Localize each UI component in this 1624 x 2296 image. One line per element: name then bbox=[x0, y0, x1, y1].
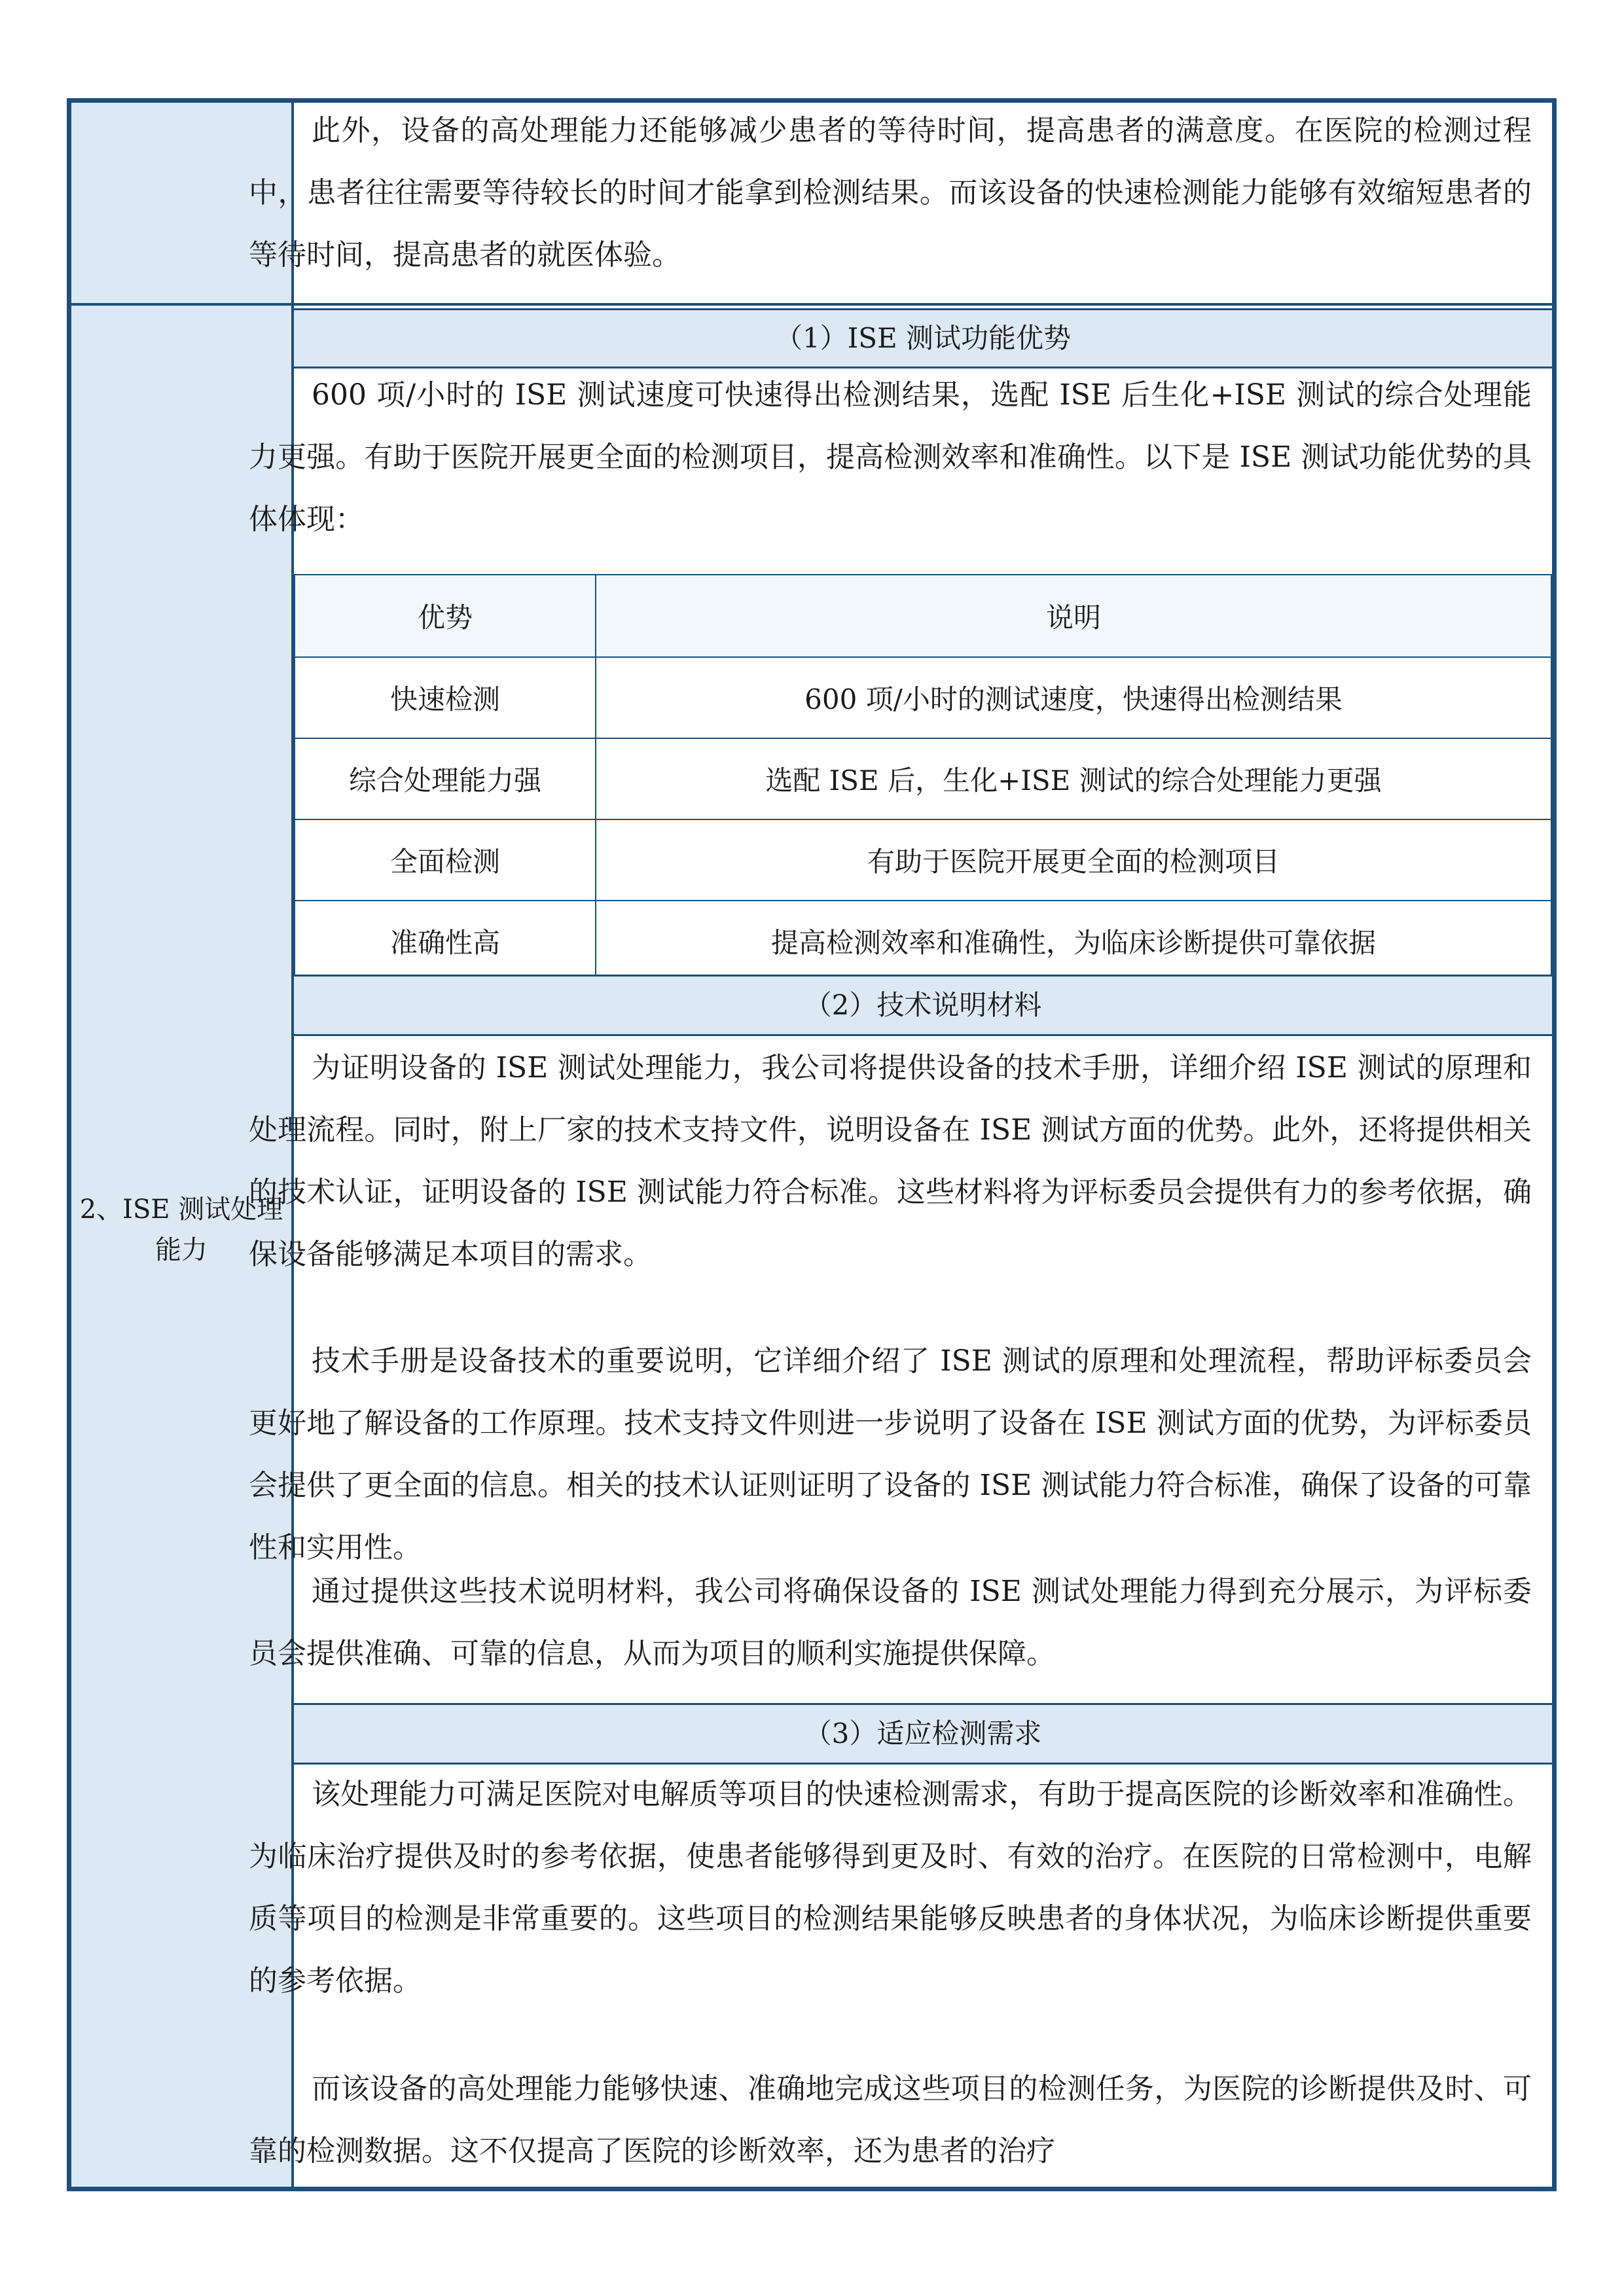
table-cell: 综合处理能力强 bbox=[295, 738, 596, 819]
header-advantage: 优势 bbox=[295, 575, 596, 657]
table-row bbox=[295, 819, 1551, 901]
row-separator bbox=[71, 303, 1552, 306]
header-description: 说明 bbox=[596, 575, 1551, 657]
section-label-ise: 2、ISE 测试处理能力 bbox=[79, 1194, 283, 1265]
subsection-title-2: （2）技术说明材料 bbox=[294, 975, 1552, 1036]
table-cell: 600 项/小时的测试速度，快速得出检测结果 bbox=[596, 657, 1551, 738]
table-cell: 准确性高 bbox=[295, 901, 596, 982]
subsection-title-3: （3）适应检测需求 bbox=[294, 1703, 1552, 1765]
table-cell: 全面检测 bbox=[295, 819, 596, 901]
subsection-title-1: （1）ISE 测试功能优势 bbox=[294, 308, 1552, 368]
paragraph-detection-needs-2: 而该设备的高处理能力能够快速、准确地完成这些项目的检测任务，为医院的诊断提供及时、可靠的检测数据。这不仅提高了医院的诊断效率，还为患者的治疗 bbox=[249, 2072, 1532, 2168]
paragraph-detection-needs-1: 该处理能力可满足医院对电解质等项目的快速检测需求，有助于提高医院的诊断效率和准确性。为临床治疗提供及时的参考依据，使患者能够得到更及时、有效的治疗。在医院的日常检测中，电解质等项目的检测是非常重要的。这些项目的检测结果能够反映患者的身体状况，为临床诊断提供重要的参考依据。 bbox=[249, 1778, 1532, 1998]
paragraph-patient-wait: 此外，设备的高处理能力还能够减少患者的等待时间，提高患者的满意度。在医院的检测过程中，患者往往需要等待较长的时间才能拿到检测结果。而该设备的快速检测能力能够有效缩短患者的等待时间，提高患者的就医体验。 bbox=[249, 114, 1532, 272]
table-cell: 快速检测 bbox=[295, 657, 596, 738]
table-row bbox=[295, 901, 1551, 982]
table-cell: 提高检测效率和准确性，为临床诊断提供可靠依据 bbox=[596, 901, 1551, 982]
paragraph-tech-materials-2: 技术手册是设备技术的重要说明，它详细介绍了 ISE 测试的原理和处理流程，帮助评标委员会更好地了解设备的工作原理。技术支持文件则进一步说明了设备在 ISE 测试方面的优势，为评标委员会提供了更全面的信息。相关的技术认证则证明了设备的 ISE 测试能力符合标准，确保了设备的可靠性和实用性。 bbox=[249, 1344, 1532, 1564]
paragraph-tech-materials-1: 为证明设备的 ISE 测试处理能力，我公司将提供设备的技术手册，详细介绍 ISE 测试的原理和处理流程。同时，附上厂家的技术支持文件，说明设备在 ISE 测试方面的优势。此外，还将提供相关的技术认证，证明设备的 ISE 测试能力符合标准。这些材料将为评标委员会提供有力的参考依据，确保设备能够满足本项目的需求。 bbox=[249, 1051, 1532, 1271]
paragraph-ise-intro: 600 项/小时的 ISE 测试速度可快速得出检测结果，选配 ISE 后生化+ISE 测试的综合处理能力更强。有助于医院开展更全面的检测项目，提高检测效率和准确性。以下是 ISE 测试功能优势的具体体现： bbox=[249, 378, 1532, 536]
table-cell: 有助于医院开展更全面的检测项目 bbox=[596, 819, 1551, 901]
table-row bbox=[295, 657, 1551, 738]
table-cell: 选配 ISE 后，生化+ISE 测试的综合处理能力更强 bbox=[596, 738, 1551, 819]
paragraph-tech-materials-3: 通过提供这些技术说明材料，我公司将确保设备的 ISE 测试处理能力得到充分展示，为评标委员会提供准确、可靠的信息，从而为项目的顺利实施提供保障。 bbox=[249, 1575, 1532, 1670]
table-header-row bbox=[295, 575, 1551, 657]
advantages-table bbox=[294, 574, 1552, 982]
table-row bbox=[295, 738, 1551, 819]
